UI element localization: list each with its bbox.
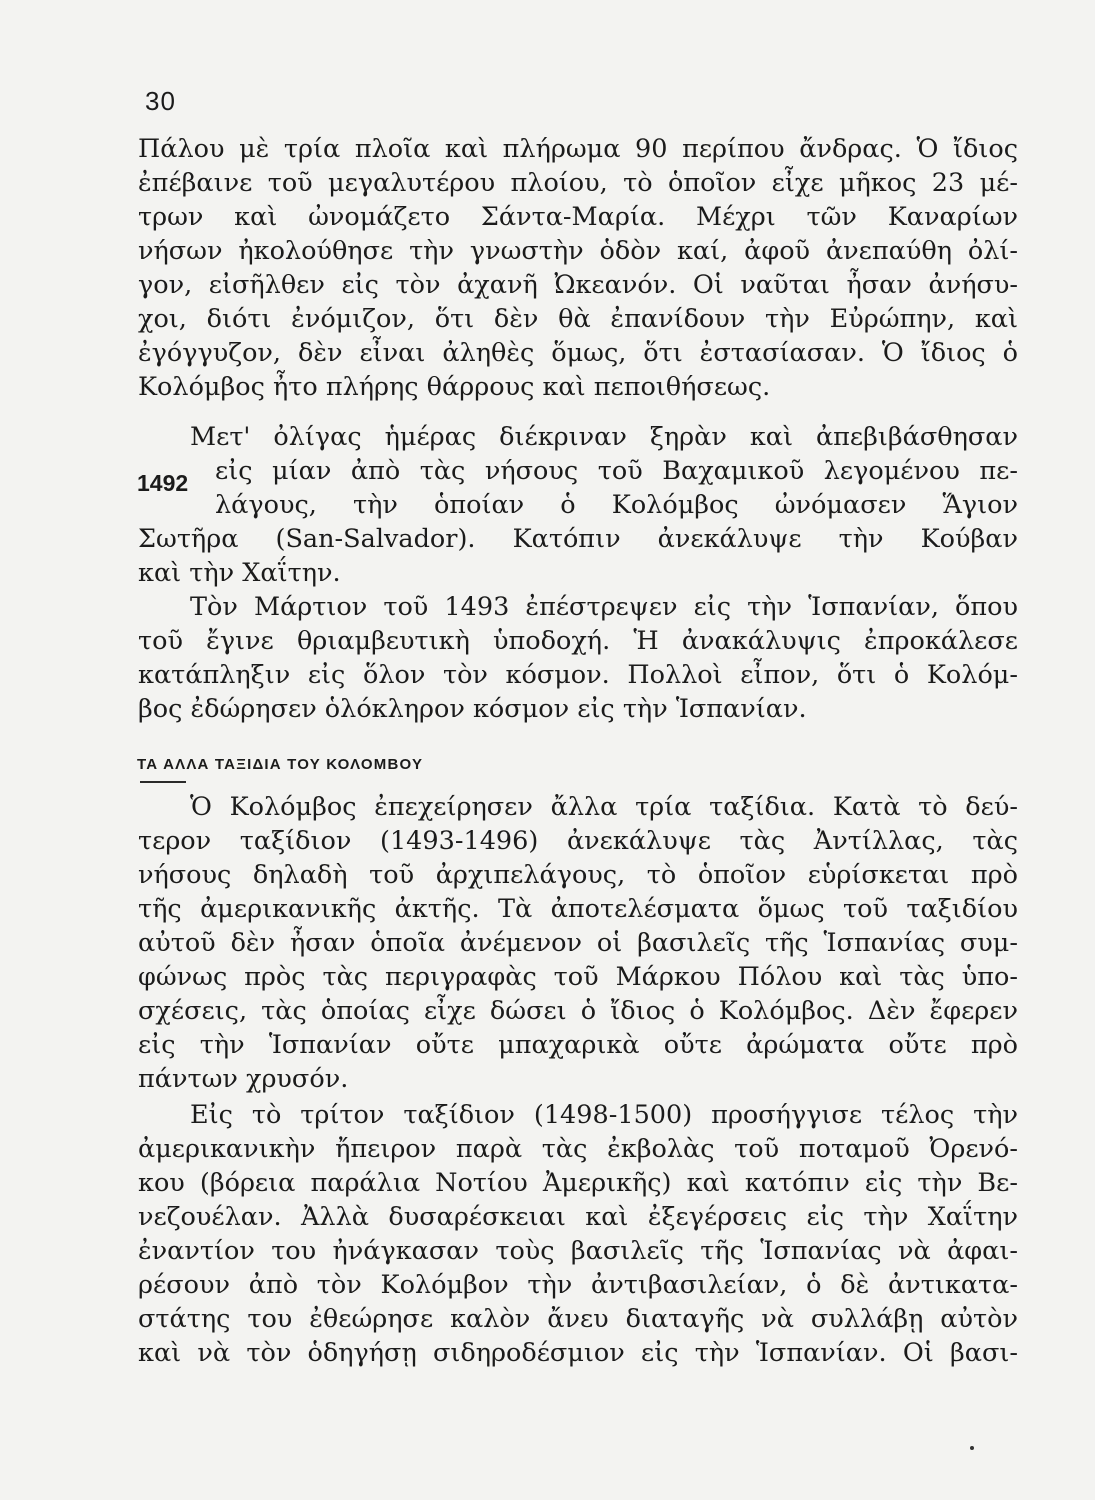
section-heading: ΤΑ ΑΛΛΑ ΤΑΞΙΔΙΑ ΤΟΥ ΚΟΛΟΜΒΟΥ bbox=[137, 756, 424, 773]
paragraph-1 bbox=[138, 132, 1018, 404]
margin-date: 1492 bbox=[137, 470, 189, 496]
text-line: φώνως πρὸς τὰς περιγραφὰς τοῦ Μάρκου Πόλου καὶ τὰς ὑπο- bbox=[138, 962, 1018, 992]
text-line: νήσων ἠκολούθησε τὴν γνωστὴν ὁδὸν καί, ἀφοῦ ἀνεπαύθη ὀλί- bbox=[138, 236, 1018, 266]
text-line: τερον ταξίδιον (1493-1496) ἀνεκάλυψε τὰς Ἀντίλλας, τὰς bbox=[138, 826, 1018, 856]
text-line: νεζουέλαν. Ἀλλὰ δυσαρέσκειαι καὶ ἐξεγέρσεις εἰς τὴν Χαΐτην bbox=[138, 1202, 1018, 1232]
text-line: τρων καὶ ὠνομάζετο Σάντα-Μαρία. Μέχρι τῶν Καναρίων bbox=[138, 202, 1018, 232]
text-line: πάντων χρυσόν. bbox=[138, 1064, 349, 1094]
text-line: καὶ νὰ τὸν ὁδηγήσῃ σιδηροδέσμιον εἰς τὴν Ἱσπανίαν. Οἱ βασι- bbox=[138, 1338, 1018, 1368]
text-line: καὶ τὴν Χαΐτην. bbox=[138, 558, 341, 588]
paragraph-3 bbox=[138, 590, 1018, 726]
text-line: ἐναντίον του ἠνάγκασαν τοὺς βασιλεῖς τῆς Ἱσπανίας νὰ ἀφαι- bbox=[138, 1236, 1018, 1266]
ink-speck bbox=[970, 1446, 974, 1450]
text-line: τῆς ἀμερικανικῆς ἀκτῆς. Τὰ ἀποτελέσματα ὅμως τοῦ ταξιδίου bbox=[138, 894, 1018, 924]
text-line: Εἰς τὸ τρίτον ταξίδιον (1498-1500) προσήγγισε τέλος τὴν bbox=[190, 1100, 1018, 1130]
text-line: λάγους, τὴν ὁποίαν ὁ Κολόμβος ὠνόμασεν Ἅγιον bbox=[215, 490, 1018, 520]
text-line: Μετ' ὀλίγας ἡμέρας διέκριναν ξηρὰν καὶ ἀπεβιβάσθησαν bbox=[190, 422, 1018, 452]
page-number: 30 bbox=[145, 86, 176, 116]
text-line: βος ἐδώρησεν ὁλόκληρον κόσμον εἰς τὴν Ἱσπανίαν. bbox=[138, 694, 807, 724]
text-line: ρέσουν ἀπὸ τὸν Κολόμβον τὴν ἀντιβασιλείαν, ὁ δὲ ἀντικατα- bbox=[138, 1270, 1018, 1300]
text-line: Κολόμβος ἦτο πλήρης θάρρους καὶ πεποιθήσεως. bbox=[138, 372, 771, 402]
text-line: κατάπληξιν εἰς ὅλον τὸν κόσμον. Πολλοὶ εἶπον, ὅτι ὁ Κολόμ- bbox=[138, 660, 1018, 690]
paragraph-2 bbox=[138, 420, 1018, 590]
paragraph-5 bbox=[138, 1098, 1018, 1370]
text-line: Σωτῆρα (San-Salvador). Κατόπιν ἀνεκάλυψε τὴν Κούβαν bbox=[138, 524, 1018, 554]
text-line: ἀμερικανικὴν ἤπειρον παρὰ τὰς ἐκβολὰς τοῦ ποταμοῦ Ὀρενό- bbox=[138, 1134, 1018, 1164]
text-line: Τὸν Μάρτιον τοῦ 1493 ἐπέστρεψεν εἰς τὴν Ἱσπανίαν, ὅπου bbox=[190, 592, 1018, 622]
text-line: στάτης του ἐθεώρησε καλὸν ἄνευ διαταγῆς νὰ συλλάβῃ αὐτὸν bbox=[138, 1304, 1018, 1334]
text-line: Πάλου μὲ τρία πλοῖα καὶ πλήρωμα 90 περίπου ἄνδρας. Ὁ ἴδιος bbox=[138, 134, 1018, 164]
paragraph-4 bbox=[138, 790, 1018, 1096]
heading-underline bbox=[140, 781, 186, 783]
text-line: γον, εἰσῆλθεν εἰς τὸν ἀχανῆ Ὠκεανόν. Οἱ ναῦται ἦσαν ἀνήσυ- bbox=[138, 270, 1018, 300]
text-line: ἐγόγγυζον, δὲν εἶναι ἀληθὲς ὅμως, ὅτι ἐστασίασαν. Ὁ ἴδιος ὁ bbox=[138, 338, 1018, 368]
text-line: νήσους δηλαδὴ τοῦ ἀρχιπελάγους, τὸ ὁποῖον εὑρίσκεται πρὸ bbox=[138, 860, 1018, 890]
text-line: σχέσεις, τὰς ὁποίας εἶχε δώσει ὁ ἴδιος ὁ Κολόμβος. Δὲν ἔφερεν bbox=[138, 996, 1018, 1026]
text-line: χοι, διότι ἐνόμιζον, ὅτι δὲν θὰ ἐπανίδουν τὴν Εὐρώπην, καὶ bbox=[138, 304, 1018, 334]
text-line: ἐπέβαινε τοῦ μεγαλυτέρου πλοίου, τὸ ὁποῖον εἶχε μῆκος 23 μέ- bbox=[138, 168, 1018, 198]
text-line: κου (βόρεια παράλια Νοτίου Ἀμερικῆς) καὶ κατόπιν εἰς τὴν Βε- bbox=[138, 1168, 1018, 1198]
text-line: εἰς μίαν ἀπὸ τὰς νήσους τοῦ Βαχαμικοῦ λεγομένου πε- bbox=[215, 456, 1018, 486]
text-line: εἰς τὴν Ἱσπανίαν οὔτε μπαχαρικὰ οὔτε ἀρώματα οὔτε πρὸ bbox=[138, 1030, 1018, 1060]
text-line: αὐτοῦ δὲν ἦσαν ὁποῖα ἀνέμενον οἱ βασιλεῖς τῆς Ἱσπανίας συμ- bbox=[138, 928, 1018, 958]
text-line: τοῦ ἔγινε θριαμβευτικὴ ὑποδοχή. Ἡ ἀνακάλυψις ἐπροκάλεσε bbox=[138, 626, 1018, 656]
text-line: Ὁ Κολόμβος ἐπεχείρησεν ἄλλα τρία ταξίδια. Κατὰ τὸ δεύ- bbox=[190, 792, 1018, 822]
